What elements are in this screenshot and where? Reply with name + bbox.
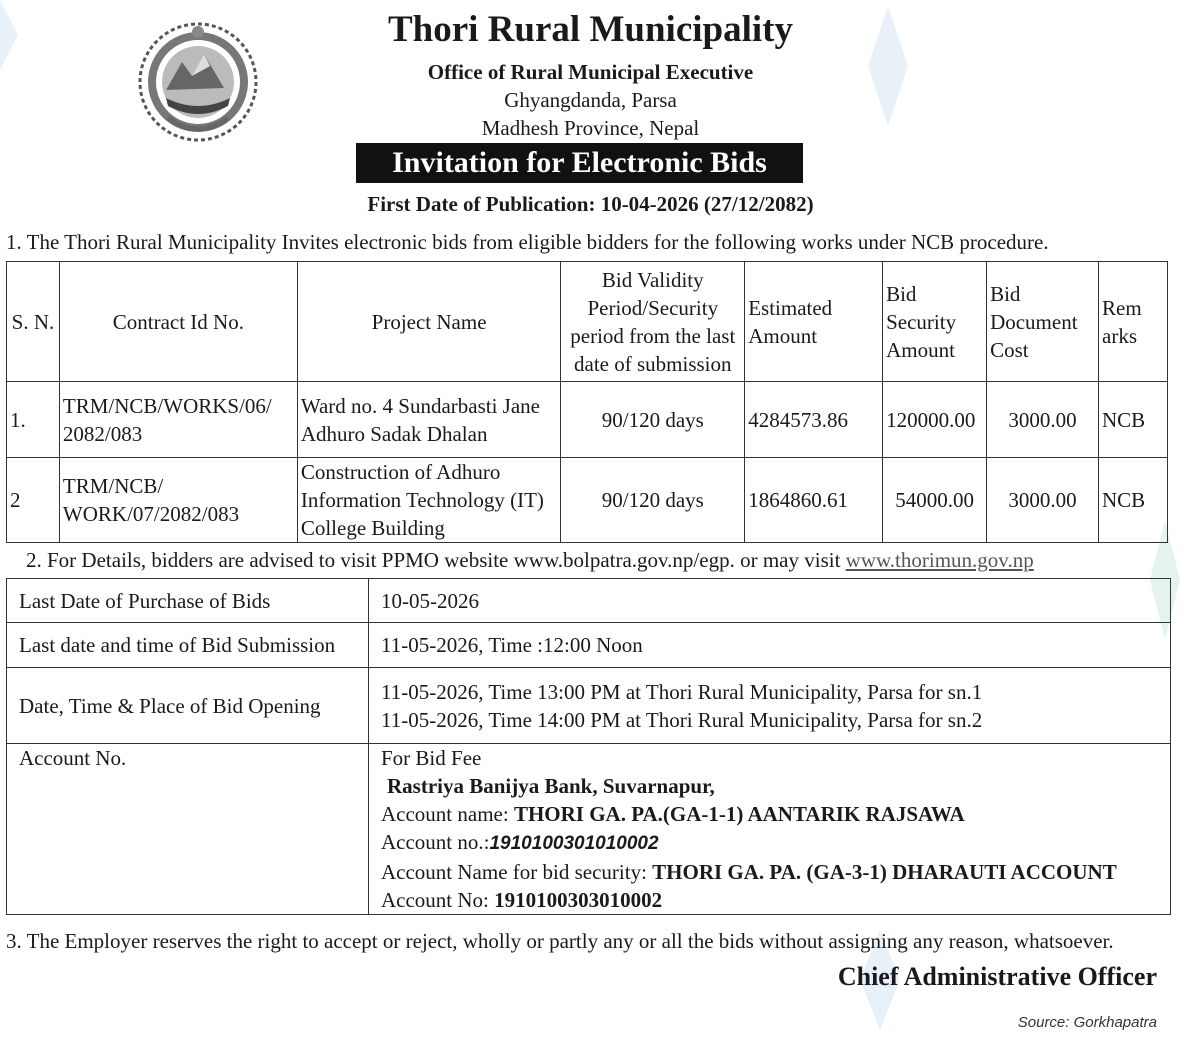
purchase-label: Last Date of Purchase of Bids bbox=[7, 579, 369, 623]
bid-fee-label: For Bid Fee bbox=[381, 746, 482, 770]
source-credit: Source: Gorkhapatra bbox=[1017, 1014, 1157, 1031]
cell-sn: 2 bbox=[7, 458, 60, 543]
info-row bbox=[7, 668, 1171, 744]
opening-value bbox=[369, 668, 1171, 744]
security-name-label: Account Name for bid security: bbox=[381, 860, 647, 884]
opening-label: Date, Time & Place of Bid Opening bbox=[7, 668, 369, 744]
paragraph-2 bbox=[26, 548, 1034, 573]
header-contract-id: Contract Id No. bbox=[59, 262, 297, 382]
cell-project-name: Construction of Adhuro Information Technology (IT) College Building bbox=[297, 458, 561, 543]
bids-table bbox=[6, 261, 1168, 543]
info-row bbox=[7, 744, 1171, 915]
cell-estimated-amount: 4284573.86 bbox=[745, 382, 883, 458]
municipality-website-link[interactable]: www.thorimun.gov.np bbox=[845, 548, 1034, 572]
account-name-line bbox=[381, 800, 1158, 828]
security-no-label: Account No: bbox=[381, 888, 489, 912]
security-no-line bbox=[381, 886, 1158, 914]
table-header-row bbox=[7, 262, 1168, 382]
security-no-value: 1910100303010002 bbox=[494, 888, 663, 912]
header-bid-security: Bid Security Amount bbox=[883, 262, 987, 382]
account-no-value: 1910100301010002 bbox=[489, 833, 659, 854]
cell-bid-security: 120000.00 bbox=[883, 382, 987, 458]
header-project-name: Project Name bbox=[297, 262, 561, 382]
paragraph-2-text: 2. For Details, bidders are advised to visit PPMO website www.bolpatra.gov.np/egp. or may visit bbox=[26, 548, 841, 572]
account-name-value: THORI GA. PA.(GA-1-1) AANTARIK RAJSAWA bbox=[513, 802, 965, 826]
bid-info-table bbox=[6, 578, 1171, 915]
signatory: Chief Administrative Officer bbox=[837, 962, 1157, 991]
account-details bbox=[369, 744, 1171, 915]
submission-value: 11-05-2026, Time :12:00 Noon bbox=[369, 623, 1171, 668]
cell-bid-security: 54000.00 bbox=[883, 458, 987, 543]
cell-bid-validity: 90/120 days bbox=[561, 382, 745, 458]
table-row bbox=[7, 382, 1168, 458]
account-no-label: Account no.: bbox=[381, 830, 490, 854]
municipality-title: Thori Rural Municipality bbox=[388, 9, 793, 50]
cell-bid-validity: 90/120 days bbox=[561, 458, 745, 543]
info-row bbox=[7, 623, 1171, 668]
purchase-value: 10-05-2026 bbox=[369, 579, 1171, 623]
address-line-1: Ghyangdanda, Parsa bbox=[504, 88, 677, 112]
cell-remarks: NCB bbox=[1099, 382, 1168, 458]
cell-contract-id: TRM/NCB/ WORK/07/2082/083 bbox=[59, 458, 297, 543]
security-name-value: THORI GA. PA. (GA-3-1) DHARAUTI ACCOUNT bbox=[652, 860, 1117, 884]
cell-document-cost: 3000.00 bbox=[987, 458, 1099, 543]
account-label: Account No. bbox=[7, 744, 369, 915]
info-row bbox=[7, 579, 1171, 623]
header-bid-validity: Bid Validity Period/Security period from the last date of submission bbox=[561, 262, 745, 382]
security-name-line bbox=[381, 858, 1158, 886]
bank-name: Rastriya Banijya Bank, Suvarnapur, bbox=[387, 774, 715, 798]
header-remarks: Rem arks bbox=[1099, 262, 1168, 382]
cell-project-name: Ward no. 4 Sundarbasti Jane Adhuro Sadak Dhalan bbox=[297, 382, 561, 458]
cell-sn: 1. bbox=[7, 382, 60, 458]
header-document-cost: Bid Document Cost bbox=[987, 262, 1099, 382]
account-no-line bbox=[381, 828, 1158, 858]
cell-remarks: NCB bbox=[1099, 458, 1168, 543]
opening-value-line-2: 11-05-2026, Time 14:00 PM at Thori Rural Municipality, Parsa for sn.2 bbox=[381, 707, 983, 732]
submission-label: Last date and time of Bid Submission bbox=[7, 623, 369, 668]
opening-value-line-1: 11-05-2026, Time 13:00 PM at Thori Rural Municipality, Parsa for sn.1 bbox=[381, 679, 983, 704]
address-line-2: Madhesh Province, Nepal bbox=[481, 116, 700, 140]
publication-date: First Date of Publication: 10-04-2026 (27/12/2082) bbox=[367, 192, 814, 216]
notice-banner: Invitation for Electronic Bids bbox=[356, 143, 803, 183]
office-title: Office of Rural Municipal Executive bbox=[427, 60, 754, 84]
cell-contract-id: TRM/NCB/WORKS/06/ 2082/083 bbox=[59, 382, 297, 458]
account-name-label: Account name: bbox=[381, 802, 509, 826]
paragraph-3: 3. The Employer reserves the right to accept or reject, wholly or partly any or all the bids without assigning any reason, whatsoever. bbox=[6, 929, 1114, 953]
paragraph-1: 1. The Thori Rural Municipality Invites electronic bids from eligible bidders for the following works under NCB procedure. bbox=[6, 230, 1049, 254]
header-sn: S. N. bbox=[7, 262, 60, 382]
cell-document-cost: 3000.00 bbox=[987, 382, 1099, 458]
cell-estimated-amount: 1864860.61 bbox=[745, 458, 883, 543]
header-estimated-amount: Estimated Amount bbox=[745, 262, 883, 382]
table-row bbox=[7, 458, 1168, 543]
